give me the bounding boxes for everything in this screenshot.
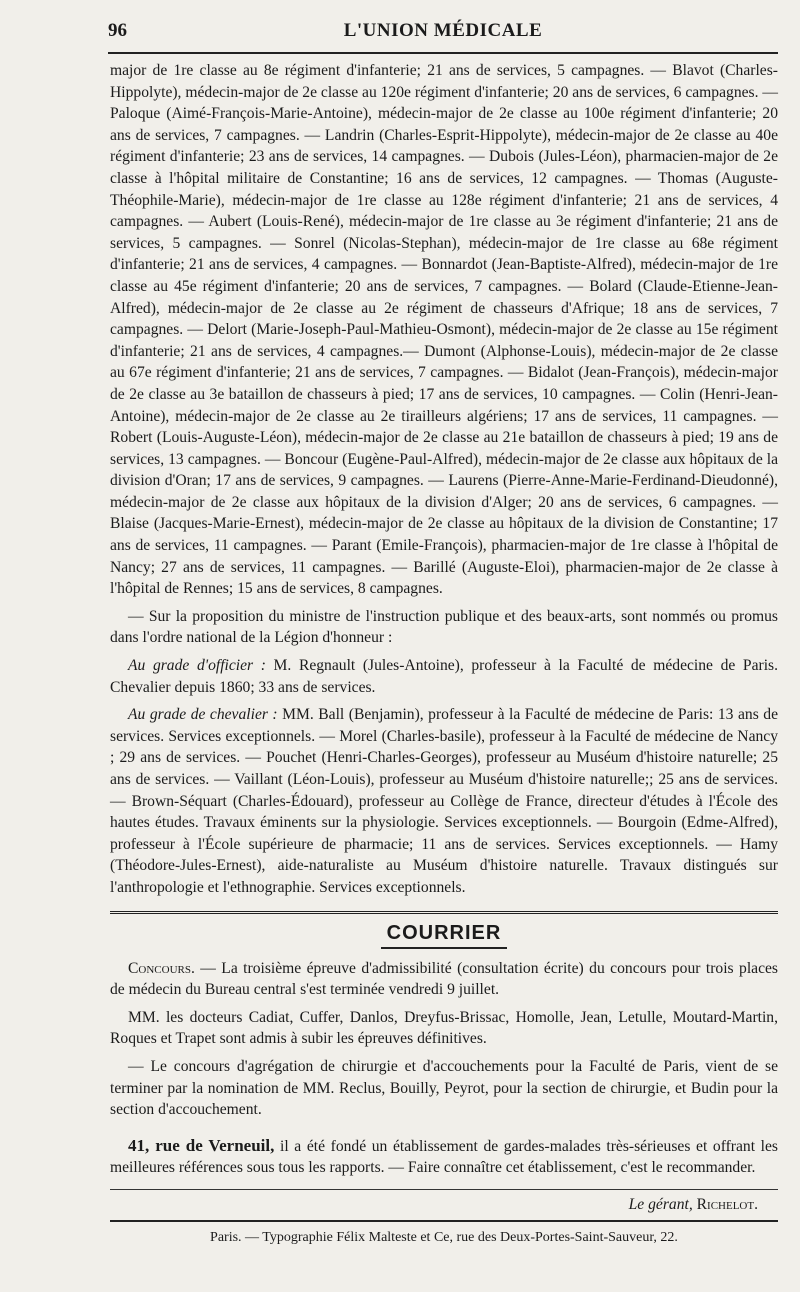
officier-text: M. Regnault (Jules-Antoine), professeur à la Faculté de médecine de Paris. Chevalier depuis 1860; 33 ans de services.: [110, 657, 779, 696]
courrier-heading: COURRIER: [381, 922, 508, 949]
chevalier-label: Au grade de chevalier :: [128, 706, 278, 724]
running-head: [108, 18, 778, 46]
verneuil-label: 41, rue de Verneuil,: [128, 1135, 275, 1155]
officier-label: Au grade d'officier :: [128, 657, 266, 675]
footer-rule: [110, 1189, 778, 1190]
printer-rule: [110, 1220, 778, 1222]
gerant-name: Richelot.: [696, 1195, 758, 1213]
section-divider: [110, 911, 778, 914]
chevalier-text: MM. Ball (Benjamin), professeur à la Faculté de médecine de Paris: 13 ans de services. Services exceptionnels. — Morel (Charles-basile), professeur à la Faculté de médecine de Nancy ; 29 ans de services. — Pouchet (Henri-Charles-Georges), professeur au Muséum d'histoire naturelle; 25 ans de services. — Vaillant (Léon-Louis), professeur au Muséum d'histoire naturelle;; 25 ans de services. — Brown-Séquart (Charles-Édouard), professeur au Collège de France, directeur d'études à l'École des hautes études. Travaux éminents sur la physiologie. Services exceptionnels. — Bourgoin (Edme-Alfred), professeur à l'École supérieure de pharmacie; 11 ans de services. Services exceptionnels. — Hamy (Théodore-Jules-Ernest), aide-naturaliste au Muséum d'histoire naturelle. Travaux distingués sur l'anthropologie et l'ethnographie. Services exceptionnels.: [110, 706, 778, 896]
gerant-signature: [110, 1196, 778, 1214]
page-body: [110, 60, 778, 1246]
chevalier-paragraph: [110, 704, 778, 898]
admis-paragraph: MM. les docteurs Cadiat, Cuffer, Danlos, Dreyfus-Brissac, Homolle, Jean, Letulle, Moutard-Martin, Roques et Trapet sont admis à subir les épreuves définitives.: [110, 1008, 778, 1048]
officier-paragraph: [110, 655, 778, 698]
verneuil-paragraph: [110, 1135, 778, 1179]
journal-title: L'UNION MÉDICALE: [343, 20, 543, 41]
legion-honneur-intro: — Sur la proposition du ministre de l'instruction publique et des beaux-arts, sont nommés ou promus dans l'ordre national de la Légion d'honneur :: [110, 607, 778, 647]
nominations-paragraph: major de 1re classe au 8e régiment d'infanterie; 21 ans de services, 5 campagnes. — Blavot (Charles-Hippolyte), médecin-major de 2e classe au 120e régiment d'infanterie; 20 ans de services, 6 campagnes. — Paloque (Aimé-François-Marie-Antoine), médecin-major de 2e classe au 100e régiment d'infanterie; 20 ans de services, 7 campagnes. — Landrin (Charles-Esprit-Hippolyte), médecin-major de 2e classe au 40e régiment d'infanterie; 23 ans de services, 14 campagnes. — Dubois (Jules-Léon), pharmacien-major de 2e classe à l'hôpital militaire de Constantine; 16 ans de services, 12 campagnes. — Thomas (Auguste-Théophile-Marie), médecin-major de 1re classe au 128e régiment d'infanterie; 21 ans de services, 4 campagnes. — Aubert (Louis-René), médecin-major de 1re classe au 3e régiment d'infanterie; 21 ans de services, 5 campagnes. — Sonrel (Nicolas-Stephan), médecin-major de 1re classe au 68e régiment d'infanterie; 21 ans de services, 4 campagnes. — Bonnardot (Jean-Baptiste-Alfred), médecin-major de 1re classe au 45e régiment d'infanterie; 20 ans de services, 7 campagnes. — Bolard (Claude-Etienne-Jean-Alfred), médecin-major de 2e classe au 2e régiment de chasseurs d'Afrique; 18 ans de services, 7 campagnes. — Delort (Marie-Joseph-Paul-Mathieu-Osmont), médecin-major de 2e classe au 15e régiment d'infanterie; 21 ans de services, 4 campagnes.— Dumont (Alphonse-Louis), médecin-major de 2e classe au 67e régiment d'infanterie; 21 ans de services, 7 campagnes. — Bidalot (Jean-François), médecin-major de 2e classe au 3e bataillon de chasseurs à pied; 17 ans de services, 10 campagnes. — Colin (Henri-Jean-Antoine), médecin-major de 2e classe au 2e tirailleurs algériens; 17 ans de services, 11 campagnes. — Robert (Louis-Auguste-Léon), médecin-major de 2e classe au 21e bataillon de chasseurs à pied; 19 ans de services, 13 campagnes. — Boncour (Eugène-Paul-Alfred), médecin-major de 2e classe aux hôpitaux de la division d'Oran; 17 ans de services, 9 campagnes. — Laurens (Pierre-Anne-Marie-Ferdinand-Dieudonné), médecin-major de 2e classe aux hôpitaux de la division d'Alger; 20 ans de services, 6 campagnes. — Blaise (Jacques-Marie-Ernest), médecin-major de 2e classe au hôpitaux de la division de Constantine; 17 ans de services, 11 campagnes. — Parant (Emile-François), pharmacien-major de 1re classe à l'hôpital de Nancy; 27 ans de services, 11 campagnes. — Barillé (Auguste-Eloi), pharmacien-major de 2e classe à l'hôpital de Rennes; 15 ans de services, 8 campagnes.: [110, 62, 778, 598]
concours-paragraph: [110, 958, 778, 1001]
verneuil-text: il a été fondé un établissement de gardes-malades très-sérieuses et offrant les meilleures références sous tous les rapports. — Faire connaître cet établissement, c'est le recommander.: [110, 1137, 778, 1177]
page-number: 96: [108, 20, 127, 41]
printer-line: Paris. — Typographie Félix Malteste et Ce, rue des Deux-Portes-Saint-Sauveur, 22.: [210, 1229, 678, 1245]
concours-label: Concours.: [128, 959, 195, 977]
courrier-heading-wrap: [110, 922, 778, 952]
gerant-label: Le gérant,: [628, 1195, 693, 1213]
agregation-paragraph: — Le concours d'agrégation de chirurgie et d'accouchements pour la Faculté de Paris, vient de se terminer par la nomination de MM. Reclus, Bouilly, Peyrot, pour la section de chirurgie, et Budin pour la section d'accouchement.: [110, 1057, 778, 1119]
concours-text: — La troisième épreuve d'admissibilité (consultation écrite) du concours pour trois places de médecin du Bureau central s'est terminée vendredi 9 juillet.: [110, 959, 778, 999]
header-rule: [108, 52, 778, 54]
